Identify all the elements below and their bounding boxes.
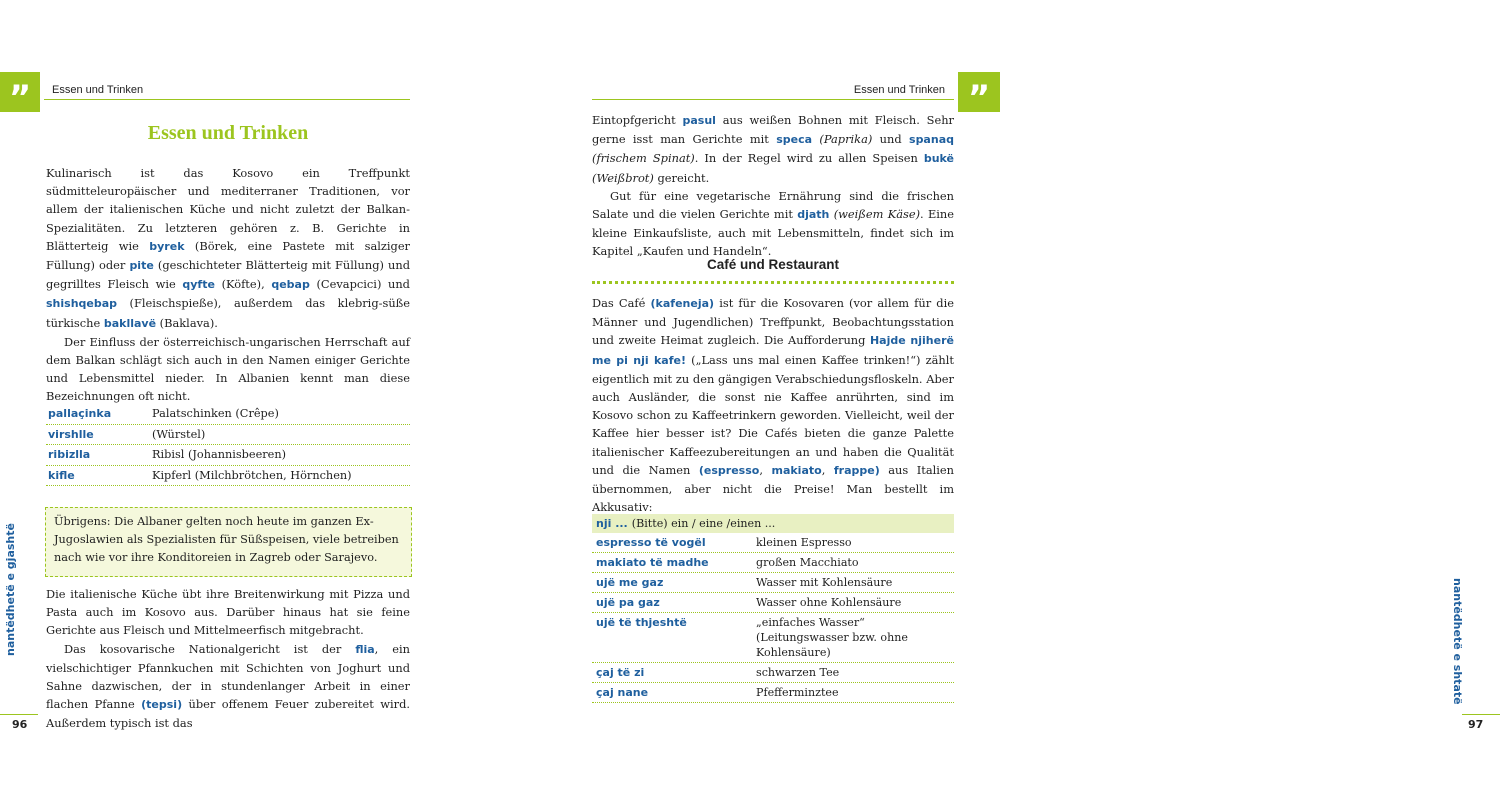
albanian-keyword: speca [776,133,813,147]
order-term: ujë pa gaz [596,596,660,609]
cuisine-text [46,585,410,733]
order-row [592,553,954,573]
albanian-keyword: qyfte [182,278,215,292]
vocab-row [46,425,410,446]
albanian-keyword: (kafeneja) [650,297,715,310]
vocab-row [46,445,410,466]
paragraph-influence: Der Einfluss der österreichisch-ungarischen Herrschaft auf dem Balkan schlägt sich auch in den Namen einiger Gerichte und Lebensmittel nieder. In Albanien kennt man diese Bezeichnungen oft nicht. [46,334,410,404]
order-row [592,613,954,663]
order-term: çaj nane [596,686,649,699]
vocab-table [46,404,410,486]
vocab-gloss: Kipferl (Milchbrötchen, Hörnchen) [152,468,352,482]
albanian-keyword: bukë [923,152,955,166]
vocab-term: pallaçinka [48,407,112,421]
albanian-keyword: shishqebap [46,297,118,311]
side-tab-label: nantëdhetë e shtatë [1451,578,1464,705]
footer-rule [0,714,38,715]
translation-italic: (frischem Spinat) [592,151,695,166]
vocab-term: ribizlla [48,448,91,462]
left-page [0,0,500,800]
cafe-text [592,294,954,516]
section-title: Café und Restaurant [706,257,840,272]
order-row [592,573,954,593]
dishes-text [592,111,954,261]
order-gloss: Pfefferminztee [756,686,839,699]
tip-box: Übrigens: Die Albaner gelten noch heute im ganzen Ex-Jugoslawien als Spezialisten für Süßspeisen, viele betreiben nach wie vor ihre Konditoreien in Zagreb oder Sarajevo. [45,507,412,577]
order-term: çaj të zi [596,666,645,679]
albanian-keyword: pasul [682,114,716,127]
albanian-keyword: byrek [149,239,185,253]
albanian-keyword: pite [129,259,154,273]
order-term: ujë me gaz [596,576,664,589]
order-table [592,514,954,703]
paragraph-vegetarian: Gut für eine vegetarische Ernährung sind die frischen Salate und die vielen Gerichte mit djath (weißem Käse). Eine kleine Einkaufsliste, auch mit Lebensmitteln, findet sich im Kapitel „Kaufen und Handeln“. [592,188,954,259]
albanian-keyword: makiato [771,463,822,477]
running-head: Essen und Trinken [52,84,144,96]
paragraph-national-dish: Das kosovarische Nationalgericht ist der flia, ein vielschichtiger Pfannkuchen mit Schichten von Joghurt und Sahne dazwischen, der in stundenlanger Arbeit in einer flachen Pfanne (tepsi) über offenem Feuer zubereitet wird. Außerdem typisch ist das [46,641,410,731]
intro-text [46,164,410,406]
vocab-gloss: Ribisl (Johannisbeeren) [152,448,287,462]
albanian-keyword: (tepsi) [141,698,183,712]
quote-icon: ” [958,72,1000,112]
order-term: ujë të thjeshtë [596,616,687,629]
order-row [592,663,954,683]
side-tab-label: nantëdhetë e gjashtë [4,523,17,656]
order-head-term: nji ... [596,517,628,530]
order-row [592,683,954,703]
order-gloss: kleinen Espresso [756,536,852,549]
albanian-keyword: bakllavë [103,316,157,330]
paragraph-intro: Kulinarisch ist das Kosovo ein Treffpunkt südmitteleuropäischer und mediterraner Traditionen, vor allem der italienischen Küche und nicht zuletzt der Balkan-Spezialitäten. Zu letzteren gehören z. B. Gerichte in Blätterteig wie byrek (Börek, eine Pastete mit salziger Füllung) oder pite (geschichteter Blätterteig mit Füllung) und gegrilltes Fleisch wie qyfte (Köfte), qebap (Cevapcici) und shishqebap (Fleischspieße), außerdem das klebrig-süße türkische bakllavë (Baklava). [46,166,411,330]
albanian-keyword: spanaq [909,133,954,147]
right-page [500,0,1484,800]
order-term: makiato të madhe [596,556,709,569]
albanian-keyword: Hajde njiherë me pi nji kafe! [592,334,954,367]
vocab-row [46,466,410,487]
vocab-term: kifle [48,468,75,482]
vocab-row [46,404,410,425]
chapter-title: Essen und Trinken [147,122,309,144]
vocab-gloss: (Würstel) [152,427,206,441]
header-rule [592,99,954,100]
vocab-term: virshlle [48,427,94,441]
paragraph-stew: Eintopfgericht pasul aus weißen Bohnen mit Fleisch. Sehr gerne isst man Gerichte mit speca (Paprika) und spanaq (frischem Spinat). In der Regel wird zu allen Speisen bukë (Weißbrot) gereicht. [592,113,955,185]
albanian-keyword: flia [355,642,375,656]
paragraph-italian: Die italienische Küche übt ihre Breitenwirkung mit Pizza und Pasta auch im Kosovo aus. Darüber hinaus hat sie feine Gerichte aus Fleisch und Mittelmeerfisch mitgebracht. [46,587,410,638]
albanian-keyword: qebap [271,278,310,292]
running-head: Essen und Trinken [853,84,945,96]
order-table-header [592,514,954,533]
page-number: 97 [1468,718,1484,731]
section-rule [592,281,954,284]
order-gloss: Wasser mit Kohlensäure [756,576,893,589]
paragraph-cafe: Das Café (kafeneja) ist für die Kosovaren (vor allem für die Männer und Jugendlichen) Treffpunkt, Beobachtungsstation und zweite Heimat zugleich. Die Aufforderung Hajde njiherë me pi nji kafe! („Lass uns mal einen Kaffee trinken!“) zählt eigentlich mit zu den gängigen Verabschiedungsfloskeln. Aber auch Ausländer, die sonst nie Kaffee anrührten, sind im Kosovo schon zu Kaffeetrinkern geworden. Vielleicht, weil der Kaffee hier besser ist? Die Cafés bieten die ganze Palette italienischer Kaffeezubereitungen an und haben die Qualität und die Namen (espresso, makiato, frappe) aus Italien übernommen, aber nicht die Preise! Man bestellt im Akkusativ: [592,296,954,515]
translation-italic: (Paprika) [812,132,873,147]
order-row [592,533,954,553]
order-gloss: Wasser ohne Kohlensäure [756,596,902,609]
albanian-keyword: frappe) [833,463,880,477]
translation-italic: (weißem Käse) [829,207,921,222]
albanian-keyword: djath [797,208,830,222]
order-head-text: (Bitte) ein / eine /einen ... [631,517,776,530]
quote-icon: ” [0,72,40,112]
header-rule [44,99,410,100]
vocab-gloss: Palatschinken (Crêpe) [152,407,279,421]
order-row [592,593,954,613]
footer-rule [1462,714,1500,715]
order-gloss: schwarzen Tee [756,666,840,679]
translation-italic: (Weißbrot) [592,170,654,185]
order-gloss: „einfaches Wasser“ (Leitungswasser bzw. ohne Kohlensäure) [756,616,908,659]
order-term: espresso të vogël [596,536,706,549]
order-gloss: großen Macchiato [756,556,859,569]
albanian-keyword: (espresso [698,463,760,477]
page-number: 96 [12,718,28,731]
